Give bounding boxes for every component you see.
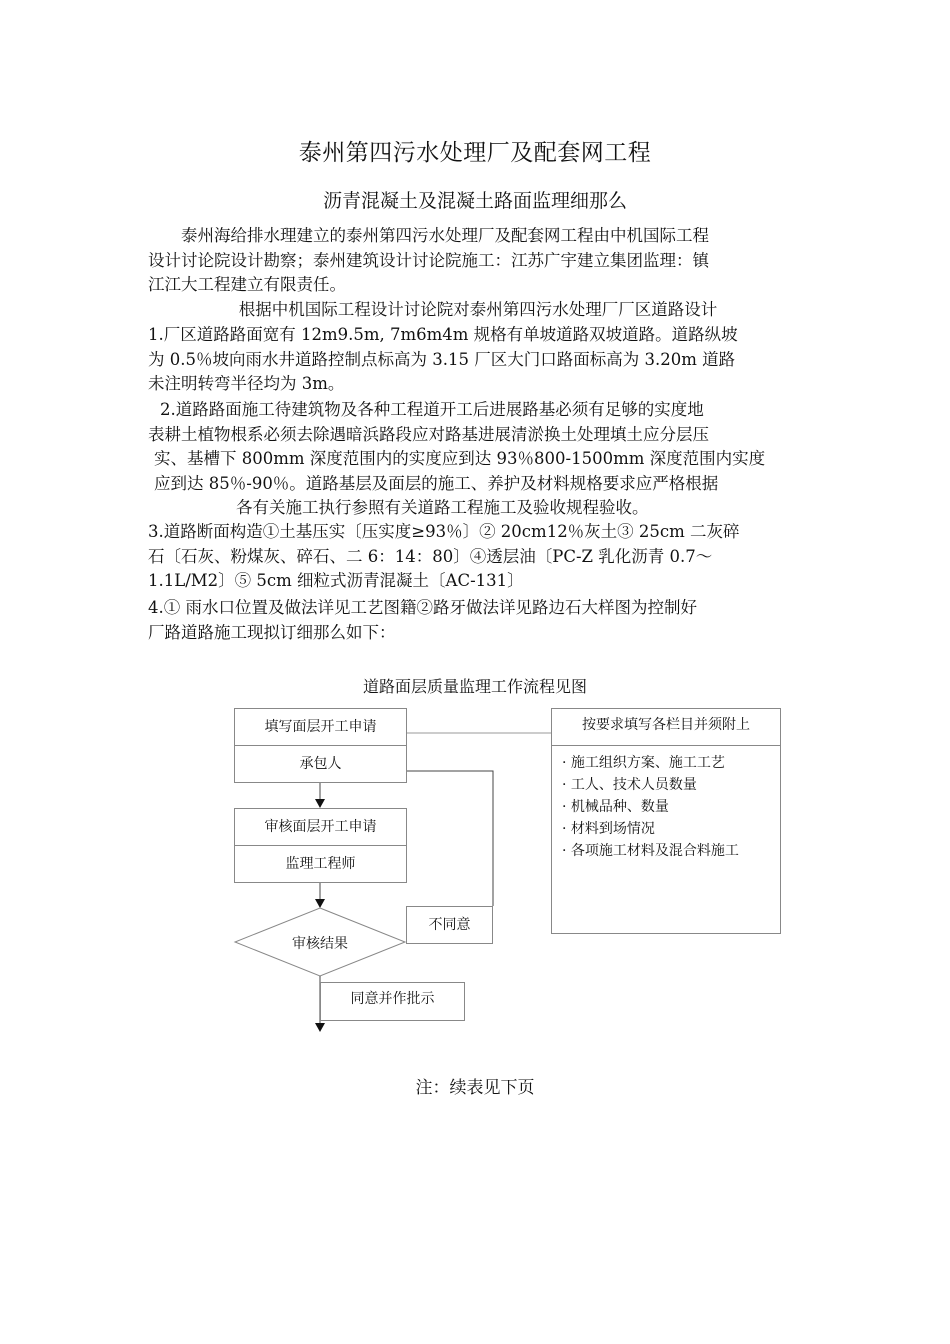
arrow-down-icon	[315, 899, 325, 908]
text-line: 1.1L/M2〕⑤ 5cm 细粒式沥青混凝土〔AC-131〕	[148, 571, 524, 590]
text-line: 表耕土植物根系必须去除遇暗浜路段应对路基进展清淤换土处理填土应分层压	[148, 424, 709, 444]
text-line: 江江大工程建立有限责任。	[148, 275, 346, 294]
document-title: 泰州第四污水处理厂及配套网工程	[298, 140, 652, 166]
box-apply-start	[234, 708, 407, 783]
box-agree: 同意并作批示	[320, 982, 465, 1021]
text-line: 各有关施工执行参照有关道路工程施工及验收规程验收。	[236, 498, 649, 517]
text-line: 泰州海给排水理建立的泰州第四污水处理厂及配套网工程由中机国际工程	[148, 226, 709, 245]
arrow-down-icon	[315, 799, 325, 808]
text-line: 1.厂区道路路面宽有 12m9.5m, 7m6m4m 规格有单坡道路双坡道路。道路纵坡	[148, 325, 738, 344]
side-header: 按要求填写各栏目并须附上	[582, 717, 750, 733]
box-review-start	[234, 808, 407, 883]
text-line: 未注明转弯半径均为 3m。	[148, 374, 345, 393]
side-items-list	[562, 752, 739, 862]
box-label: 填写面层开工申请	[264, 719, 377, 735]
box-disagree: 不同意	[406, 906, 493, 944]
text-line: 根据中机国际工程设计讨论院对泰州第四污水处理厂厂区道路设计	[238, 300, 718, 319]
document-subtitle: 沥青混凝土及混凝土路面监理细那么	[322, 190, 627, 212]
text-line: 2.道路路面施工待建筑物及各种工程道开工后进展路基必须有足够的实度地	[160, 400, 704, 419]
box-role: 承包人	[235, 745, 406, 782]
list-item: · 施工组织方案、施工工艺	[562, 755, 725, 771]
text-line: 石〔石灰、粉煤灰、碎石、二 6：14：80〕④透层油〔PC-Z 乳化沥青 0.7～	[148, 546, 713, 566]
text-line: 设计讨论院设计勘察；泰州建筑设计讨论院施工：江苏广宇建立集团监理：镇	[148, 250, 709, 270]
text-line: 4.① 雨水口位置及做法详见工艺图籍②路牙做法详见路边石大样图为控制好	[148, 598, 697, 617]
decision-label: 审核结果	[292, 936, 348, 952]
text-line: 厂路道路施工现拟订细那么如下：	[148, 622, 396, 642]
arrow-down-icon	[315, 1023, 325, 1032]
box-label: 审核面层开工申请	[264, 819, 377, 835]
text-line: 3.道路断面构造①土基压实〔压实度≥93％〕② 20cm12％灰土③ 25cm 二灰碎	[148, 522, 740, 541]
box-role: 监理工程师	[235, 845, 406, 882]
text-line: 应到达 85％-90％。道路基层及面层的施工、养护及材料规格要求应严格根据	[154, 473, 719, 493]
list-item: · 各项施工材料及混合料施工	[562, 843, 739, 859]
text-line: 为 0.5％坡向雨水井道路控制点标高为 3.15 厂区大门口路面标高为 3.20m 道路	[148, 349, 736, 369]
flowchart-title: 道路面层质量监理工作流程见图	[362, 677, 587, 696]
text-line: 实、基槽下 800mm 深度范围内的实度应到达 93％800-1500mm 深度范围内实度	[154, 449, 766, 468]
footer-note: 注：续表见下页	[415, 1078, 535, 1098]
list-item: · 机械品种、数量	[562, 799, 669, 815]
list-item: · 材料到场情况	[562, 821, 655, 837]
list-item: · 工人、技术人员数量	[562, 777, 697, 793]
feedback-line	[400, 771, 493, 906]
